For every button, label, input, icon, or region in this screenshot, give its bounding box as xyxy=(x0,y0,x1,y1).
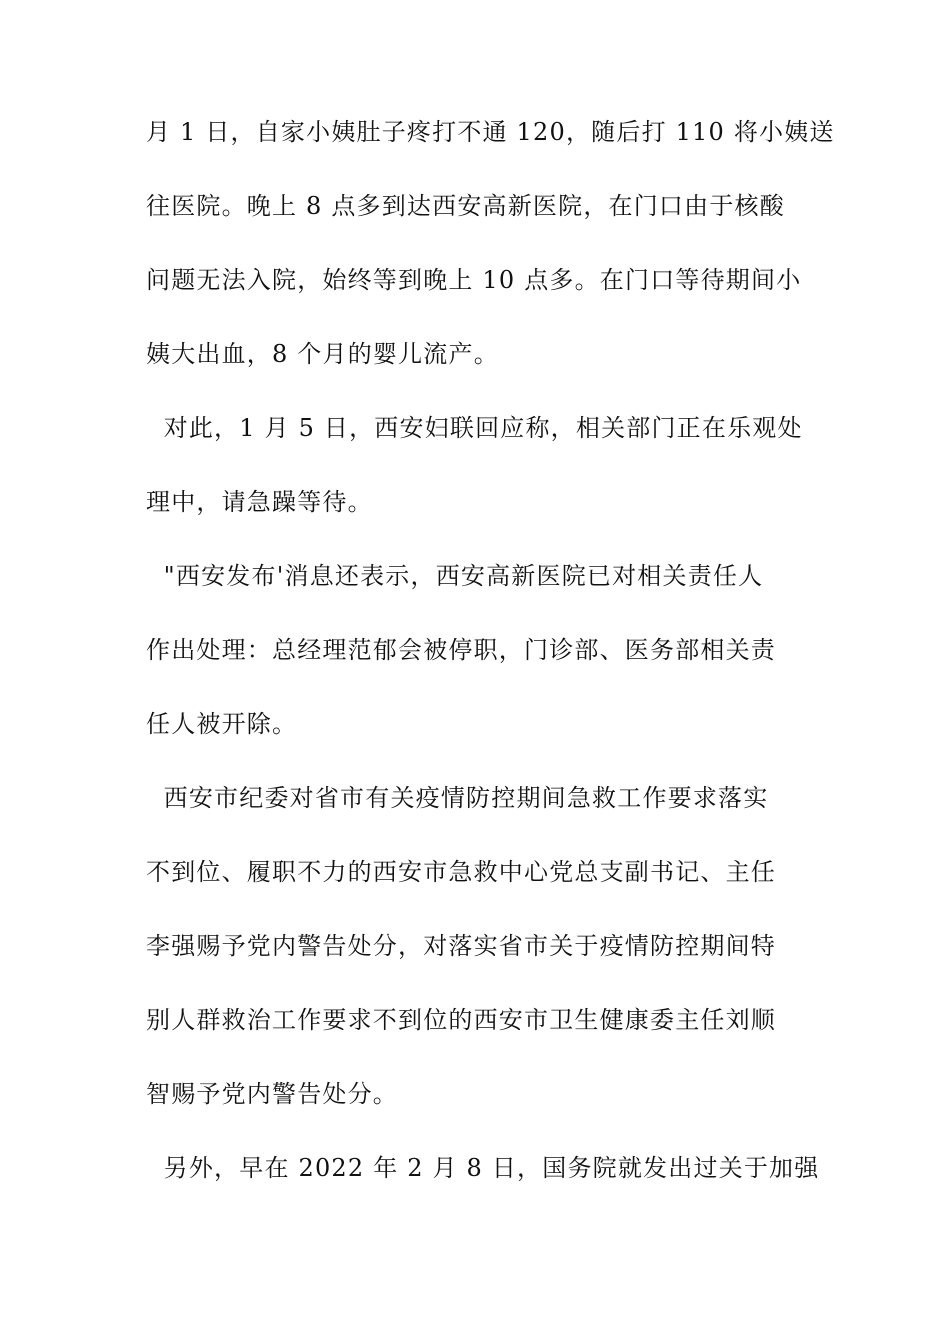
text-line-13: 别人群救治工作要求不到位的西安市卫生健康委主任刘顺 xyxy=(146,1006,776,1034)
text-line-12: 李强赐予党内警告处分，对落实省市关于疫情防控期间特 xyxy=(146,932,776,960)
text-line-3: 问题无法入院，始终等到晚上 10 点多。在门口等待期间小 xyxy=(146,266,802,294)
text-line-14: 智赐予党内警告处分。 xyxy=(146,1080,398,1108)
text-line-8: 作出处理：总经理范郁会被停职，门诊部、医务部相关责 xyxy=(146,636,776,664)
text-line-11: 不到位、履职不力的西安市急救中心党总支副书记、主任 xyxy=(146,858,776,886)
text-line-15: 另外，早在 2022 年 2 月 8 日，国务院就发出过关于加强 xyxy=(146,1154,820,1182)
text-line-6: 理中，请急躁等待。 xyxy=(146,488,373,516)
text-line-9: 任人被开除。 xyxy=(146,710,298,738)
text-line-7: "西安发布'消息还表示，西安高新医院已对相关责任人 xyxy=(146,562,764,590)
text-line-2: 往医院。晚上 8 点多到达西安高新医院，在门口由于核酸 xyxy=(146,192,785,220)
text-line-1: 月 1 日，自家小姨肚子疼打不通 120，随后打 110 将小姨送 xyxy=(146,118,835,146)
text-line-4: 姨大出血，8 个月的婴儿流产。 xyxy=(146,340,499,368)
text-line-10: 西安市纪委对省市有关疫情防控期间急救工作要求落实 xyxy=(146,784,769,812)
text-line-5: 对此，1 月 5 日，西安妇联回应称，相关部门正在乐观处 xyxy=(146,414,803,442)
